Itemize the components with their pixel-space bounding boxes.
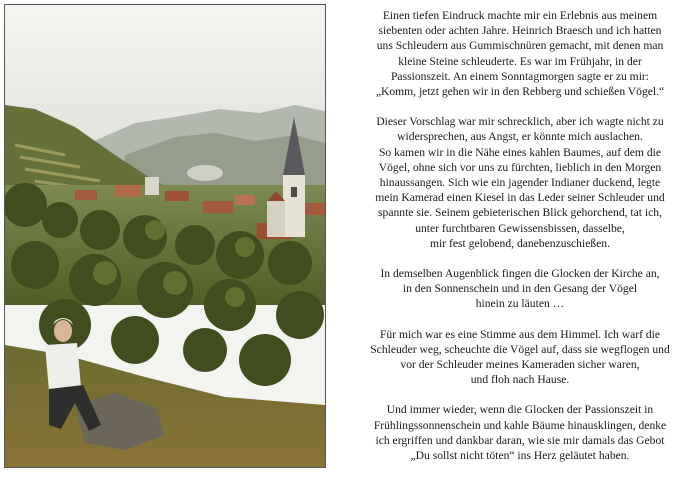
smoke (187, 165, 223, 181)
landscape-photo (4, 4, 326, 468)
paragraph-4: Für mich war es eine Stimme aus dem Himmel. Ich warf die Schleuder weg, scheuchte die Vögel auf, dass sie wegflogen und vor der Schleuder meines Kameraden sicher waren, und floh nach Hause. (370, 327, 670, 387)
paragraph-1: Einen tiefen Eindruck machte mir ein Erlebnis aus meinem siebenten oder achten Jahre. Heinrich Braesch und ich hatten uns Schleudern aus Gummischnüren gemacht, mit denen man kleine Steine schleuderte. Es war im Frühjahr, in der Passionszeit. An einem Sonntagmorgen sagte er zu mir: „Komm, jetzt gehen wir in den Rebberg und schießen Vögel.“ (375, 9, 665, 99)
story-text (350, 8, 690, 478)
paragraph-2: Dieser Vorschlag war mir schrecklich, aber ich wagte nicht zu widersprechen, aus Angst, er könnte mich auslachen. So kamen wir in die Nähe eines kahlen Baumes, auf dem die Vögel, ohne sich vor uns zu fürchten, lieblich in den Morgen hinaussangen. Sich wie ein jagender Indianer duckend, legte mein Kamerad einen Kiesel in das Leder seiner Schleuder und spannte sie. Seinem gebieterischen Blick gehorchend, tat ich, unter furchtbaren Gewissensbissen, dasselbe, mir fest gelobend, danebenzuschießen. (375, 115, 665, 250)
paragraph-5: Und immer wieder, wenn die Glocken der Passionszeit in Frühlingssonnenschein und kahle Bäume hinausklingen, denke ich ergriffen und dankbar daran, wie sie mir damals das Gebot „Du sollst nicht töten“ ins Herz geläutet haben. (373, 403, 667, 463)
landscape-photo-icon (5, 5, 325, 467)
paragraph-3: In demselben Augenblick fingen die Glocken der Kirche an, in den Sonnenschein und in den Gesang der Vögel hinein zu läuten … (380, 267, 660, 311)
